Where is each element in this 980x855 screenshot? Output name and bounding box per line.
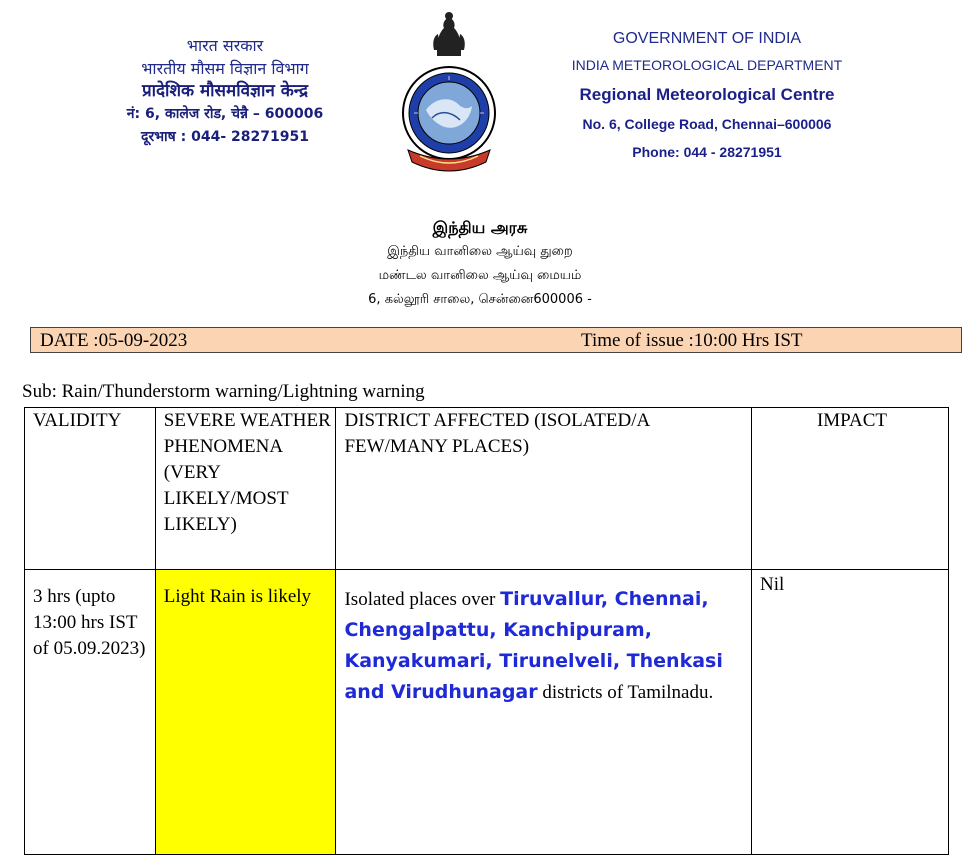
hindi-address-line: नं: 6, कालेज रोड, चेन्नै – 600006 [126,106,324,122]
district-suffix: districts of Tamilnadu. [542,682,714,703]
table-header-row [25,408,949,570]
hindi-dept-line: भारतीय मौसम विज्ञान विभाग [141,59,309,78]
hindi-govt-line: भारत सरकार [186,36,264,55]
phenomena-cell: Light Rain is likely [155,570,336,855]
impact-cell: Nil [751,570,948,855]
english-govt-line: GOVERNMENT OF INDIA [612,30,802,47]
table-row [25,570,949,855]
header-district: DISTRICT AFFECTED (ISOLATED/A FEW/MANY PLACES) [336,408,752,570]
date-bar [30,327,962,353]
english-header [532,28,882,166]
hindi-centre-line: प्रादेशिक मौसमविज्ञान केन्द्र [141,81,309,101]
header-validity: VALIDITY [25,408,156,570]
tamil-dept-line: இந்திய வானிலை ஆய்வு துறை [387,244,573,259]
subject-line: Sub: Rain/Thunderstorm warning/Lightning warning [22,381,425,402]
english-dept-line: INDIA METEOROLOGICAL DEPARTMENT [571,57,843,73]
hindi-phone-line: दूरभाष : 044- 28271951 [141,129,309,145]
warning-table [24,407,949,855]
tamil-header [290,216,670,312]
issue-date: DATE :05-09-2023 [40,330,188,351]
time-of-issue: Time of issue :10:00 Hrs IST [581,330,803,351]
tamil-govt-line: இந்திய அரசு [432,218,528,237]
district-cell [336,570,752,855]
imd-emblem-icon [398,10,500,175]
english-centre-line: Regional Meteorological Centre [579,85,835,104]
tamil-address-line: 6, கல்லூரி சாலை, சென்னை600006 - [368,292,592,307]
tamil-centre-line: மண்டல வானிலை ஆய்வு மையம் [378,268,582,283]
english-phone-line: Phone: 044 - 28271951 [632,144,782,160]
hindi-header [60,34,390,149]
header-impact: IMPACT [751,408,948,570]
english-address-line: No. 6, College Road, Chennai–600006 [582,116,832,132]
validity-cell: 3 hrs (upto 13:00 hrs IST of 05.09.2023) [25,570,156,855]
district-prefix: Isolated places over [344,589,496,610]
header-phenomena: SEVERE WEATHER PHENOMENA (VERY LIKELY/MOST LIKELY) [155,408,336,570]
district-list: Tiruvallur, Chennai, Chengalpattu, Kanchipuram, Kanyakumari, Tirunelveli, Thenkasi and Virudhunagar [344,588,723,703]
